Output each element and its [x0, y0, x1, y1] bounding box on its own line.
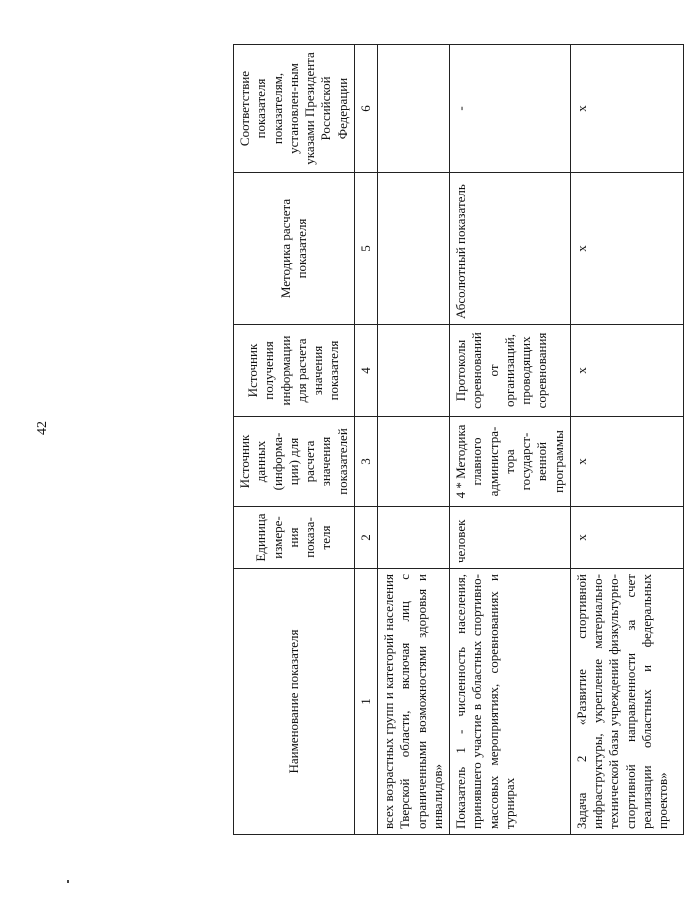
header-method: Методика расчета показателя	[234, 173, 355, 325]
method-cell	[378, 173, 450, 325]
indicators-table	[233, 44, 684, 835]
header-info-source: Источник получения информации для расчета значения показателя	[234, 325, 355, 417]
data-source-cell: 4 * Методика главного администра-тора государст-венной программы	[450, 417, 571, 507]
info-source-cell: х	[570, 325, 683, 417]
header-data-source: Источник данных (информа-ции) для расчета значения показателей	[234, 417, 355, 507]
unit-cell	[378, 507, 450, 569]
table-row	[450, 45, 571, 835]
table-row	[570, 45, 683, 835]
table-header-row	[234, 45, 355, 835]
header-unit: Единица измере-ния показа-теля	[234, 507, 355, 569]
column-number: 4	[354, 325, 377, 417]
compliance-cell: -	[450, 45, 571, 173]
unit-cell: человек	[450, 507, 571, 569]
column-number-row	[354, 45, 377, 835]
column-number: 2	[354, 507, 377, 569]
compliance-cell	[378, 45, 450, 173]
scan-speck	[67, 880, 69, 883]
header-compliance: Соответствие показателя показателям, установлен-ным указами Президента Российской Федерации	[234, 45, 355, 173]
compliance-cell: х	[570, 45, 683, 173]
column-number: 1	[354, 569, 377, 835]
info-source-cell	[378, 325, 450, 417]
method-cell: Абсолютный показатель	[450, 173, 571, 325]
column-number: 5	[354, 173, 377, 325]
indicator-name-cell: Показатель 1 - численность населения, принявшего участие в областных спортивно-массовых мероприятиях, соревнованиях и турнирах	[450, 569, 571, 835]
column-number: 3	[354, 417, 377, 507]
column-number: 6	[354, 45, 377, 173]
data-source-cell: х	[570, 417, 683, 507]
table-row	[378, 45, 450, 835]
method-cell: х	[570, 173, 683, 325]
info-source-cell: Протоколы соревнований от организаций, проводящих соревнования	[450, 325, 571, 417]
data-source-cell	[378, 417, 450, 507]
header-indicator-name: Наименование показателя	[234, 569, 355, 835]
indicator-name-cell: всех возрастных групп и категорий населения Тверской области, включая лиц с ограниченными возможностями здоровья и инвалидов»	[378, 569, 450, 835]
task-name-cell: Задача 2 «Развитие спортивной инфраструктуры, укрепление материально-технической базы учреждений физкультурно-спортивной направленности за счет реализации областных и федеральных проектов»	[570, 569, 683, 835]
unit-cell: х	[570, 507, 683, 569]
page-number: 42	[35, 421, 50, 435]
rotated-table-container	[233, 45, 670, 835]
